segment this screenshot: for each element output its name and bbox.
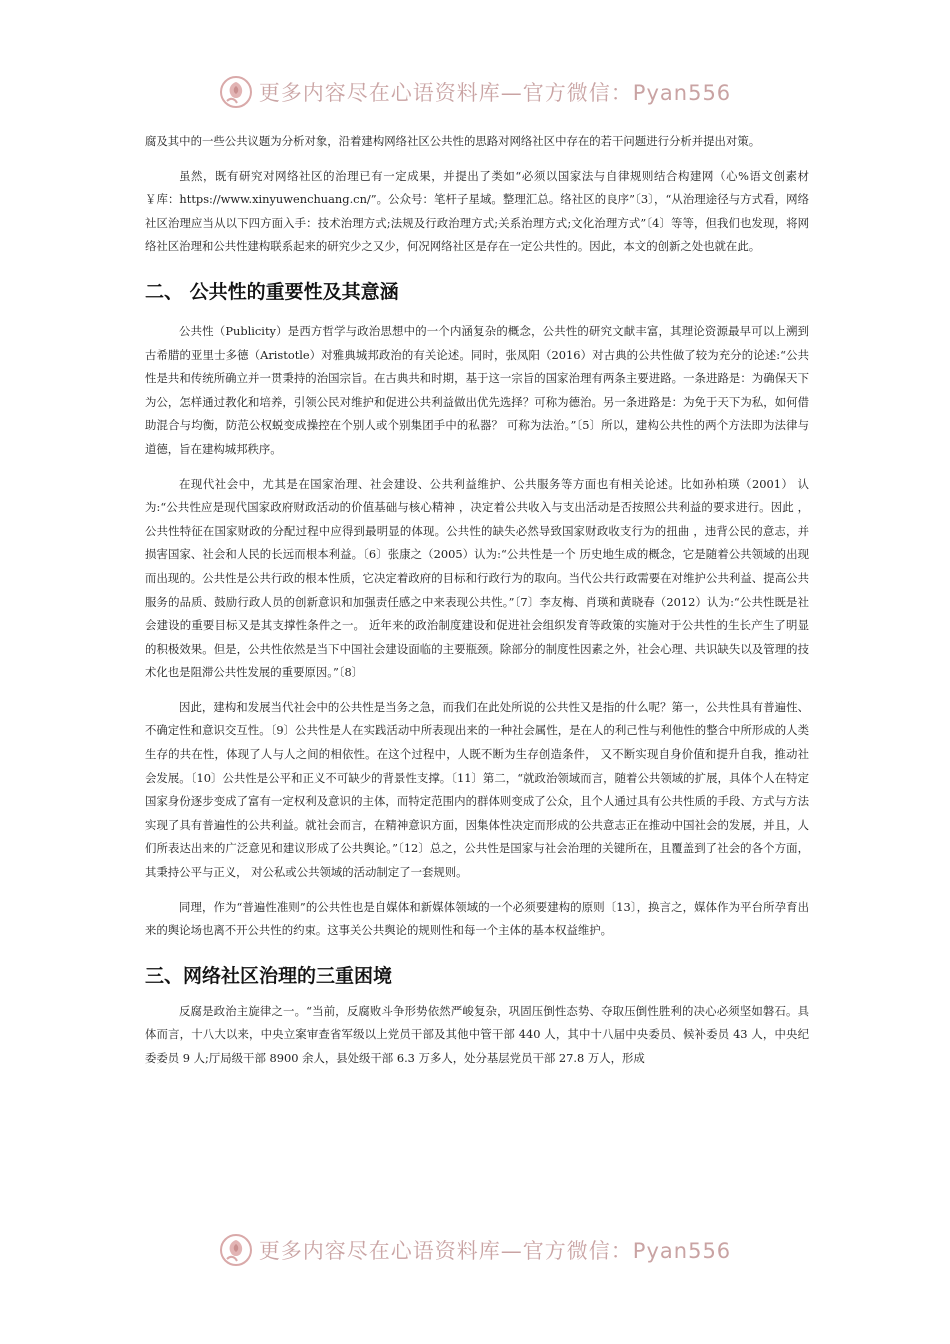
rose-logo-icon <box>219 75 253 109</box>
paragraph: 同理，作为“普遍性准则”的公共性也是自媒体和新媒体领域的一个必须要建构的原则〔13〕，换言之，媒体作为平台所孕育出来的舆论场也离不开公共性的约束。这事关公共舆论的规则性和每一个主体的基本权益维护。 <box>145 899 809 938</box>
section-heading-3: 三、网络社区治理的三重困境 <box>145 964 393 987</box>
paragraph: 反腐是政治主旋律之一。“当前，反腐败斗争形势依然严峻复杂，巩固压倒性态势、夺取压倒性胜利的决心必须坚如磐石。具体而言，十八大以来，中央立案审查省军级以上党员干部及其他中管干部 440 人，其中十八届中央委员、候补委员 43 人，中央纪委委员 9 人;厅局级干部 8900 余人，县处级干部 6.3 万多人，处分基层党员干部 27.8 万人，形成 <box>145 1003 809 1065</box>
watermark-text: 更多内容尽在心语资料库—官方微信：Pyan556 <box>258 1239 732 1263</box>
paragraph: 在现代社会中，尤其是在国家治理、社会建设、公共利益维护、公共服务等方面也有相关论述。比如孙柏瑛（2001） 认为:“公共性应是现代国家政府财政活动的价值基础与核心精神 ，决定着公共收入与支出活动是否按照公共利益的要求进行。因此 ，公共性特征在国家财政的分配过程中应得到最明显的体现。公共性的缺失必然导致国家财政收支行为的扭曲 ，违背公民的意志，并损害国家、社会和人民的长远而根本利益。〔6〕张康之（2005）认为:“公共性是一个 历史地生成的概念，它是随着公共领域的出现而出现的。公共性是公共行政的根本性质，它决定着政府的目标和行政行为的取向。当代公共行政需要在对维护公共利益、提高公共服务的品质、鼓励行政人员的创新意识和加强责任感之中来表现公共性。”〔7〕李友梅、肖瑛和黄晓春（2012）认为:“公共性既是社会建设的重要目标又是其支撑性条件之一。 近年来的政治制度建设和促进社会组织发育等政策的实施对于公共性的生长产生了明显的积极效果。但是，公共性依然是当下中国社会建设面临的主要瓶颈。除部分的制度性因素之外，社会心理、共识缺失以及管理的技术化也是阻滞公共性发展的重要原因。”〔8〕 <box>145 476 809 680</box>
paragraph-continued: 腐及其中的一些公共议题为分析对象，沿着建构网络社区公共性的思路对网络社区中存在的若干问题进行分析并提出对策。 <box>145 134 761 148</box>
section-heading-2: 二、 公共性的重要性及其意涵 <box>145 280 399 303</box>
watermark-text: 更多内容尽在心语资料库—官方微信：Pyan556 <box>258 81 732 105</box>
paragraph-research-review: 虽然，既有研究对网络社区的治理已有一定成果，并提出了类如“必须以国家法与自律规则结合构建网（心%语文创素材￥库：https://www.xinyuwenchuang.cn/”。公众号：笔杆子星域。整理汇总。络社区的良序”〔3〕，“从治理途径与方式看，网络社区治理应当从以下四方面入手：技术治理方式;法规及行政治理方式;关系治理方式;文化治理方式”〔4〕等等，但我们也发现，将网络社区治理和公共性建构联系起来的研究少之又少，何况网络社区是存在一定公共性的。因此，本文的创新之处也就在此。 <box>145 168 809 254</box>
paragraph: 因此，建构和发展当代社会中的公共性是当务之急，而我们在此处所说的公共性又是指的什么呢？第一，公共性具有普遍性、不确定性和意识交互性。〔9〕公共性是人在实践活动中所表现出来的一种社会属性，是在人的利己性与利他性的整合中所形成的人类生存的共在性，体现了人与人之间的相依性。在这个过程中，人既不断为生存创造条件， 又不断实现自身价值和提升自我，推动社会发展。〔10〕公共性是公平和正义不可缺少的背景性支撑。〔11〕第二，“就政治领域而言，随着公共领域的扩展，具体个人在特定国家身份逐步变成了富有一定权利及意识的主体，而特定范围内的群体则变成了公众，且个人通过具有公共性质的手段、方式与方法实现了具有普遍性的公共利益。就社会而言，在精神意识方面，因集体性决定而形成的公共意志正在推动中国社会的发展，并且，人们所表达出来的广泛意见和建议形成了公共舆论。”〔12〕总之，公共性是国家与社会治理的关键所在，且覆盖到了社会的各个方面，其秉持公平与正义， 对公私或公共领域的活动制定了一套规则。 <box>145 699 809 880</box>
document-body <box>145 130 809 1071</box>
watermark-banner-top <box>0 72 950 112</box>
watermark-banner-bottom <box>0 1230 950 1270</box>
rose-logo-icon <box>219 1233 253 1267</box>
paragraph: 公共性（Publicity）是西方哲学与政治思想中的一个内涵复杂的概念，公共性的研究文献丰富，其理论资源最早可以上溯到古希腊的亚里士多德（Aristotle）对雅典城邦政治的有关论述。同时，张凤阳（2016）对古典的公共性做了较为充分的论述:“公共性是共和传统所确立并一贯秉持的治国宗旨。在古典共和时期，基于这一宗旨的国家治理有两条主要进路。一条进路是：为确保天下为公，怎样通过教化和培养，引领公民对维护和促进公共利益做出优先选择？可称为德治。另一条进路是：为免于天下为私，如何借助混合与均衡，防范公权蜕变成操控在个别人或个别集团手中的私器？ 可称为法治。”〔5〕所以，建构公共性的两个方法即为法律与道德，旨在建构城邦秩序。 <box>145 323 809 456</box>
